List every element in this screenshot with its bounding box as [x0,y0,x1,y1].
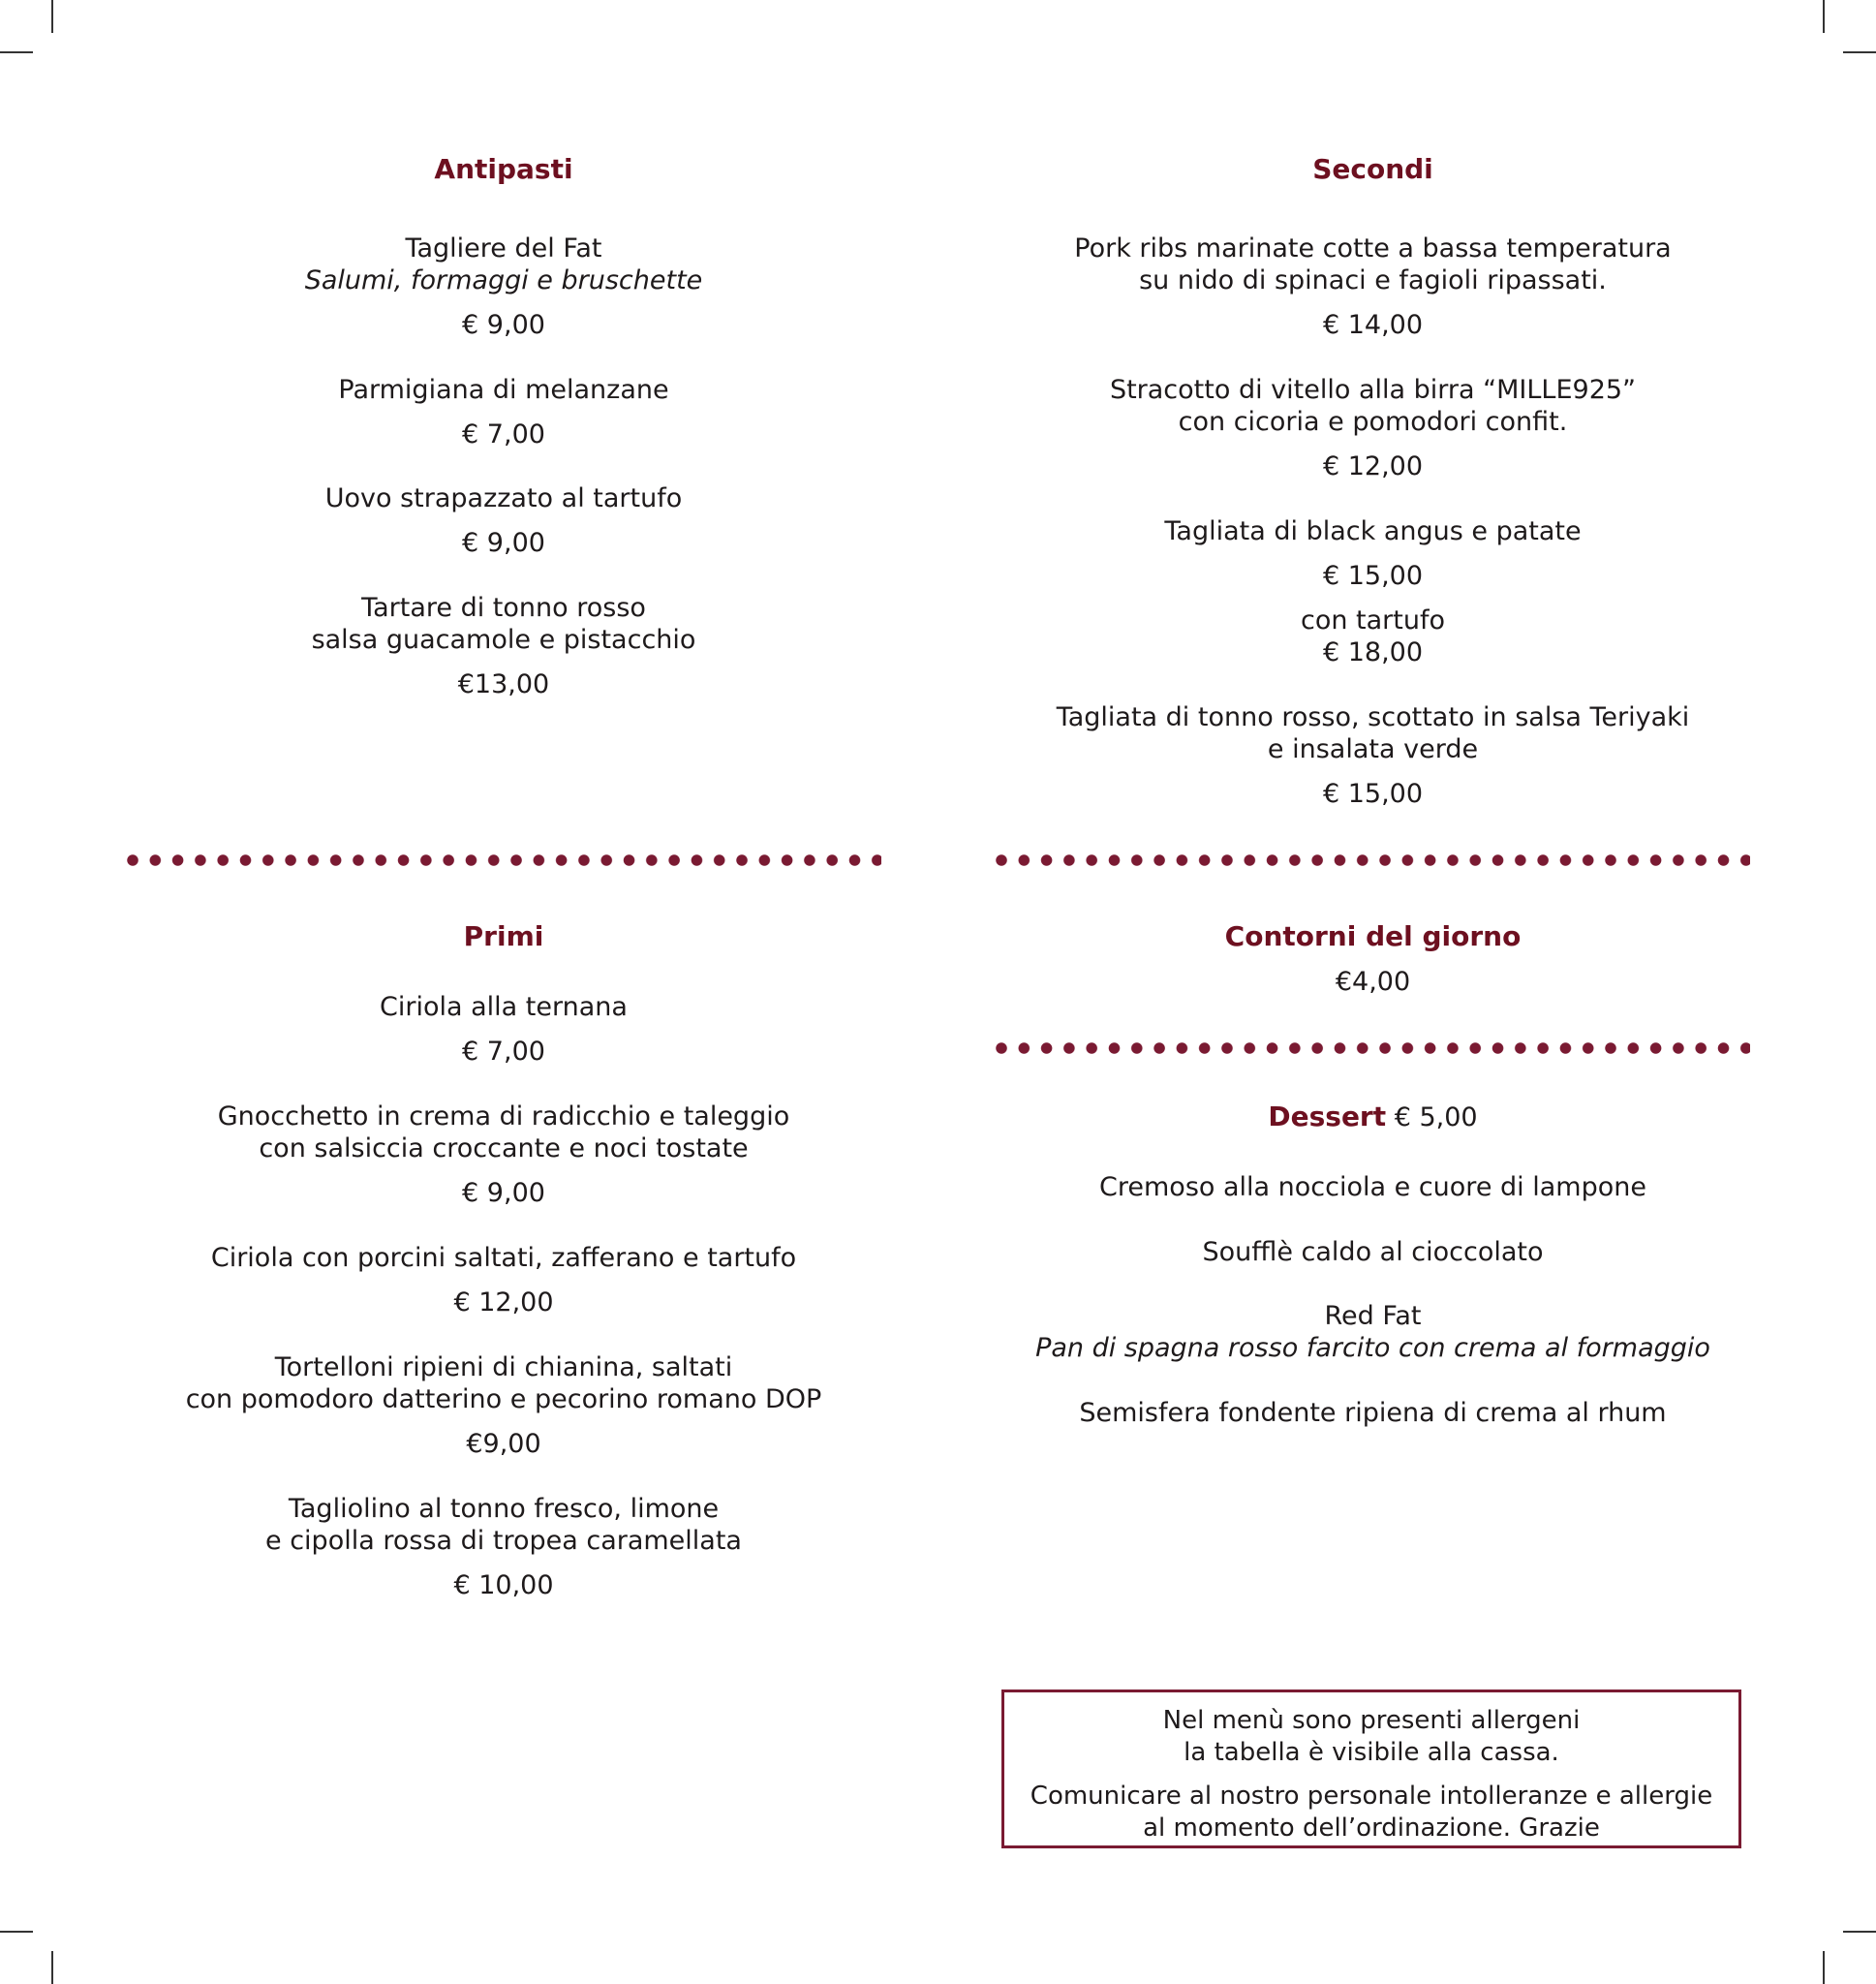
dish-name-continued: e insalata verde [1267,734,1479,764]
dessert-price: € 5,00 [1394,1102,1478,1132]
dish-price: €9,00 [466,1429,541,1459]
crop-mark [1843,51,1876,53]
dish-price: € 9,00 [462,528,545,558]
dish-name: Tartare di tonno rosso [361,593,646,623]
dish-price: € 12,00 [1322,451,1424,481]
allergen-notice [1001,1690,1741,1848]
contorni-price: €4,00 [1335,967,1411,997]
dish-description: Salumi, formaggi e bruschette [304,265,703,295]
dish-name: Pork ribs marinate cotte a bassa temperatura [1074,233,1672,264]
dish-price: € 15,00 [1322,779,1424,809]
notice-line: Nel menù sono presenti allergeni [1162,1706,1581,1735]
dessert-description: Pan di spagna rosso farcito con crema al formaggio [1035,1333,1710,1363]
dish-name: Uovo strapazzato al tartufo [324,483,683,513]
dish-name-continued: con salsiccia croccante e noci tostate [259,1133,749,1163]
dish-price: € 7,00 [462,419,545,450]
crop-mark [1823,0,1825,33]
dish-option-price: € 18,00 [1322,637,1424,667]
dish-price: € 10,00 [453,1570,554,1600]
crop-mark [1843,1931,1876,1933]
dessert-section [978,0,1768,1434]
crop-mark [51,0,53,33]
dish-price: € 9,00 [462,310,545,340]
dish-name: Ciriola alla ternana [380,992,628,1022]
section-title: Antipasti [434,153,573,185]
notice-line: al momento dell’ordinazione. Grazie [1143,1814,1600,1843]
dish-price: €13,00 [457,669,550,699]
dish-name-continued: e cipolla rossa di tropea caramellata [265,1526,742,1556]
dessert-header [978,1100,1768,1134]
dish-name-continued: su nido di spinaci e fagioli ripassati. [1139,265,1607,295]
dish-price: € 7,00 [462,1037,545,1067]
dish-name: Tagliolino al tonno fresco, limone [288,1494,720,1524]
section-title: Primi [463,920,544,952]
dish-name-continued: con pomodoro datterino e pecorino romano DOP [185,1384,822,1414]
crop-mark [51,1951,53,1984]
dish-name-continued: con cicoria e pomodori confit. [1178,407,1568,437]
section-title: Contorni del giorno [1224,920,1522,952]
section-title: Dessert [1268,1100,1387,1132]
dish-option: con tartufo [1300,605,1445,636]
dish-name: Tagliata di black angus e patate [1164,516,1582,546]
dessert-item: Semisfera fondente ripiena di crema al rhum [1079,1398,1667,1428]
dish-price: € 12,00 [453,1287,554,1318]
notice-line: la tabella è visibile alla cassa. [1184,1738,1559,1767]
dessert-item: Cremoso alla nocciola e cuore di lampone [1099,1172,1646,1202]
primi-section [107,0,901,1628]
dish-price: € 14,00 [1322,310,1424,340]
dessert-item: Red Fat [1324,1301,1422,1331]
dish-name: Ciriola con porcini saltati, zafferano e tartufo [210,1243,797,1273]
dish-name: Tagliata di tonno rosso, scottato in salsa Teriyaki [1056,702,1690,732]
crop-mark [1823,1951,1825,1984]
dish-name: Stracotto di vitello alla birra “MILLE925” [1109,375,1637,405]
dish-price: € 15,00 [1322,561,1424,591]
dessert-item: Soufflè caldo al cioccolato [1202,1237,1544,1267]
notice-line: Comunicare al nostro personale intolleranze e allergie [1030,1782,1713,1811]
dish-price: € 9,00 [462,1178,545,1208]
dish-name: Tortelloni ripieni di chianina, saltati [274,1352,733,1382]
dish-name: Parmigiana di melanzane [338,375,669,405]
crop-mark [0,1931,33,1933]
dish-name-continued: salsa guacamole e pistacchio [311,625,696,655]
dish-name: Gnocchetto in crema di radicchio e taleggio [217,1101,790,1132]
section-title: Secondi [1312,153,1433,185]
crop-mark [0,51,33,53]
dish-name: Tagliere del Fat [405,233,602,264]
